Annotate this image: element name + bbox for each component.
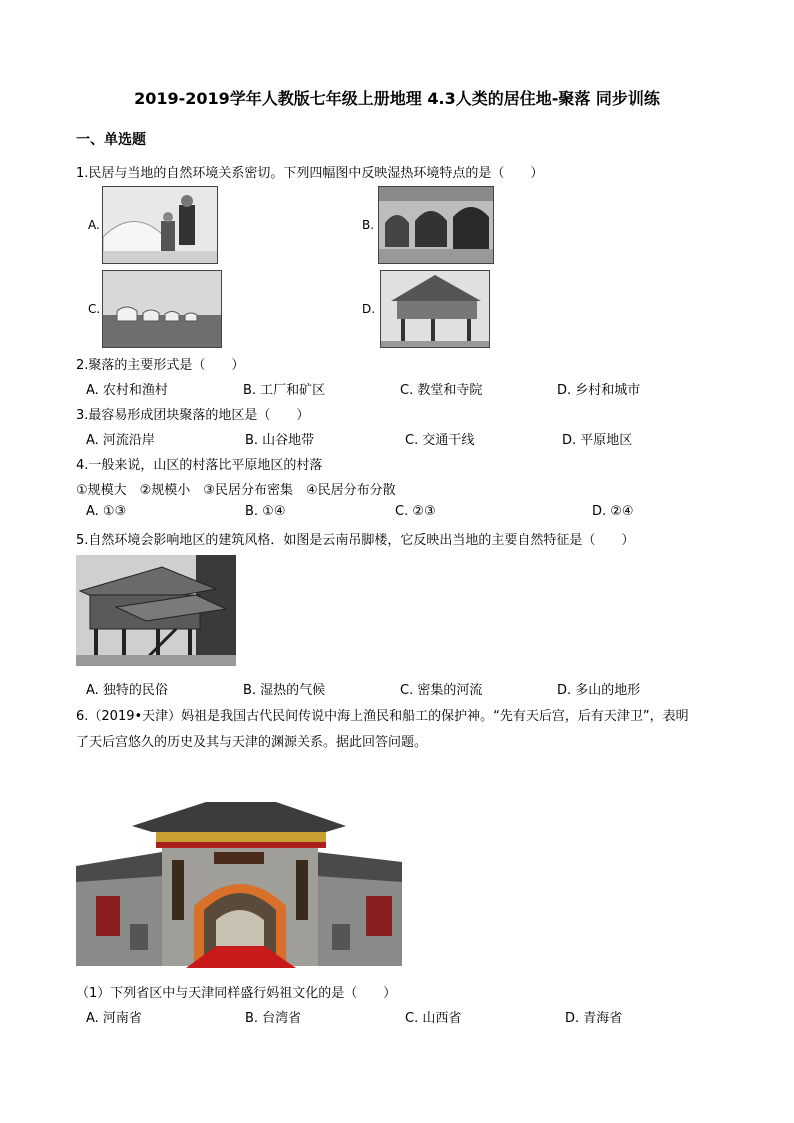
q5-stem: 5.自然环境会影响地区的建筑风格．如图是云南吊脚楼，它反映出当地的主要自然特征是（ ） [76,533,635,548]
q4-option-a[interactable]: A. ①③ [86,504,127,519]
q1-stem: 1.民居与当地的自然环境关系密切。下列四幅图中反映湿热环境特点的是（ ） [76,166,544,181]
q6-stem-line1: 6.（2019•天津）妈祖是我国古代民间传说中海上渔民和船工的保护神。“先有天后宫，后有天津卫”，表明 [76,709,689,724]
q4-option-d[interactable]: D. ②④ [592,504,634,519]
q6-option-d[interactable]: D. 青海省 [565,1011,623,1026]
q1-label-d: D. [362,302,376,316]
q1-label-c: C. [88,302,101,316]
q3-stem: 3.最容易形成团块聚落的地区是（ ） [76,408,310,423]
section-heading: 一、单选题 [76,132,146,148]
q3-option-d[interactable]: D. 平原地区 [562,433,633,448]
q2-option-c[interactable]: C. 教堂和寺院 [400,383,483,398]
q2-stem: 2.聚落的主要形式是（ ） [76,358,245,373]
q1-photo-b-cave-dwelling [378,186,494,264]
page-title: 2019-2019学年人教版七年级上册地理 4.3人类的居住地-聚落 同步训练 [134,89,660,108]
q1-label-b: B. [362,218,375,232]
q4-option-c[interactable]: C. ②③ [395,504,436,519]
q1-photo-a-snow-house [102,186,218,264]
q1-photo-d-stilt-house [380,270,490,348]
q2-option-a[interactable]: A. 农村和渔村 [86,383,168,398]
q5-option-d[interactable]: D. 多山的地形 [557,683,641,698]
q5-option-b[interactable]: B. 湿热的气候 [243,683,326,698]
q3-option-c[interactable]: C. 交通干线 [405,433,475,448]
q6-option-c[interactable]: C. 山西省 [405,1011,462,1026]
q2-option-d[interactable]: D. 乡村和城市 [557,383,641,398]
q5-option-c[interactable]: C. 密集的河流 [400,683,483,698]
q4-stem: 4.一般来说，山区的村落比平原地区的村落 [76,458,323,473]
q4-option-b[interactable]: B. ①④ [245,504,286,519]
q6-stem-line2: 了天后宫悠久的历史及其与天津的渊源关系。据此回答问题。 [76,735,428,750]
q6-sub1-stem: （1）下列省区中与天津同样盛行妈祖文化的是（ ） [76,986,397,1001]
q1-photo-c-yurts [102,270,222,348]
q4-items: ①规模大 ②规模小 ③民居分布密集 ④民居分布分散 [76,483,396,498]
q2-option-b[interactable]: B. 工厂和矿区 [243,383,326,398]
q6-photo-tianhou-palace [76,796,402,968]
q1-label-a: A. [88,218,100,232]
q6-option-b[interactable]: B. 台湾省 [245,1011,302,1026]
q6-option-a[interactable]: A. 河南省 [86,1011,142,1026]
q3-option-b[interactable]: B. 山谷地带 [245,433,315,448]
q5-photo-stilt-house [76,555,236,666]
q3-option-a[interactable]: A. 河流沿岸 [86,433,155,448]
q5-option-a[interactable]: A. 独特的民俗 [86,683,168,698]
